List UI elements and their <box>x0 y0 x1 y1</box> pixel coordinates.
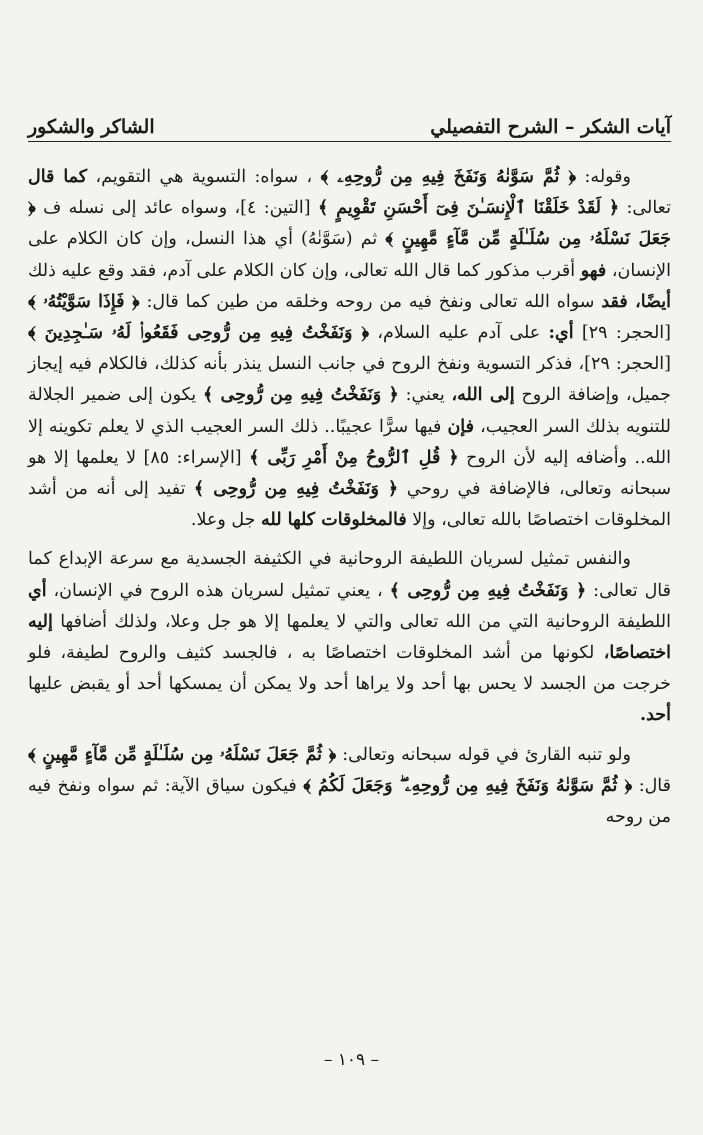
text-run: تفيد إلى أنه من أشد المخلوقات اختصاصًا بالله تعالى، وإلا <box>28 479 671 531</box>
text-run: جل وعلا. <box>190 510 262 531</box>
text-run: [الحجر: ٢٩] <box>573 323 671 344</box>
running-header <box>28 110 671 138</box>
text-run: تعالى: <box>619 198 671 219</box>
text-run: ، يعني تمثيل لسريان هذه الروح في الإنسان، <box>46 580 390 601</box>
bold-text: أي: <box>548 323 574 344</box>
bold-text: أي <box>28 580 47 601</box>
quran-verse: ﴿ وَنَفَخْتُ فِيهِ مِن رُّوحِى ﴾ <box>202 385 399 406</box>
text-run: [الإسراء: ٨٥] لا يعلمها إلا هو سبحانه وتعالى، فالإضافة في روحي <box>28 447 671 500</box>
quran-verse: ﴿ ثُمَّ سَوَّنٰهُ وَنَفَخَ فِيهِ مِن رُّوحِهِۦ ﴾ <box>320 167 577 187</box>
bold-text: فالمخلوقات كلها لله <box>261 510 407 531</box>
text-run: سواه الله تعالى ونفخ فيه من روحه وخلقه من طين كما قال: <box>139 291 602 312</box>
quran-verse: ﴿ ثُمَّ سَوَّنٰهُ وَنَفَخَ فِيهِ مِن رُّوحِهِۦ ۖ وَجَعَلَ لَكُمُ ﴾ <box>303 775 633 796</box>
quran-verse: ﴿ وَنَفَخْتُ فِيهِ مِن رُّوحِى ﴾ <box>193 479 399 500</box>
paragraph-2 <box>28 544 671 731</box>
bold-text: إلى الله، <box>451 385 515 406</box>
quran-verse: ﴿ فَإِذَا سَوَّيْتُهُۥ ﴾ <box>28 291 140 312</box>
text-run: فيكون سياق الآية: ثم سواه ونفخ فيه من روحه <box>28 775 671 828</box>
quran-verse: ﴿ وَنَفَخْتُ فِيهِ مِن رُّوحِى ﴾ <box>389 580 587 601</box>
header-divider <box>28 141 671 142</box>
text-run: فيها سرًّا عجيبًا.. ذلك السر العجيب الذي لا يعلم تكوينه إلا الله.. وأضافه إليه لأن الروح <box>28 416 672 468</box>
text-run: والنفس تمثيل لسريان اللطيفة الروحانية في الكثيفة الجسدية مع سرعة الإبداع كما قال تعالى: <box>28 549 671 601</box>
bold-text: أحد. <box>640 705 671 726</box>
bold-text: كما قال <box>28 167 88 187</box>
text-run: أقرب مذكور كما قال الله تعالى، وإن كان الكلام على آدم، فقد وقع عليه ذلك <box>28 260 581 281</box>
text-run: وقوله: <box>576 167 632 187</box>
text-run: ولو تنبه القارئ في قوله سبحانه وتعالى: <box>336 744 631 765</box>
quran-verse: ﴿ قُلِ ٱلرُّوحُ مِنْ أَمْرِ رَبِّى ﴾ <box>249 447 459 468</box>
text-run: قال: <box>632 775 671 796</box>
text-run: ، سواه: التسوية هي التقويم، <box>87 167 321 187</box>
body-text <box>28 162 671 833</box>
text-run: على آدم عليه السلام، <box>369 323 549 344</box>
text-run: يعني: <box>398 385 452 406</box>
quran-verse: ﴿ ثُمَّ جَعَلَ نَسْلَهُۥ مِن سُلَـٰلَةٍ مِّن مَّآءٍ مَّهِينٍ ﴾ <box>28 744 337 765</box>
quran-verse: ﴿ وَنَفَخْتُ فِيهِ مِن رُّوحِى فَقَعُوا۟ لَهُۥ سَـٰجِدِينَ ﴾ <box>28 323 370 344</box>
quran-verse: ﴿ جَعَلَ نَسْلَهُۥ مِن سُلَـٰلَةٍ مِّن مَّآءٍ مَّهِينٍ ﴾ <box>28 198 672 250</box>
text-run: اللطيفة الروحانية التي من الله تعالى والتي لا يعلمها إلا هو جل وعلا، ولذلك أضافها <box>52 611 671 632</box>
header-chapter-title: الشاكر والشكور <box>28 116 155 138</box>
bold-text: أيضًا، فقد <box>601 291 671 312</box>
text-run: [التين: ٤]، وسواه عائد إلى نسله ف <box>35 198 318 219</box>
text-run: ثم (سَوَّنٰهُ) أي هذا النسل، وإن كان الكلام على الإنسان، <box>28 229 671 281</box>
header-book-title: آيات الشكر – الشرح التفصيلي <box>430 116 671 138</box>
text-run: يكون إلى ضمير الجلالة للتنويه بذلك السر العجيب، <box>28 385 671 437</box>
bold-text: فإن <box>447 416 475 437</box>
text-run: لكونها من أشد المخلوقات اختصاصًا به ، فالجسد كثيف والروح لطيفة، فلو خرجت من الجسد لا يحس بها أحد ولا يراها أحد ولا يمكن أن يمسكها أحد أو يقبض عليها <box>28 643 671 695</box>
text-run: [الحجر: ٢٩]، فذكر التسوية ونفخ الروح في جانب النسل ينذر بأنه كذلك، فالكلام فيه إيجاز جميل، وإضافة الروح <box>28 354 672 406</box>
quran-verse: ﴿ لَقَدْ خَلَقْنَا ٱلْإِنسَـٰنَ فِىٓ أَحْسَنِ تَقْوِيمٍ ﴾ <box>317 198 620 219</box>
paragraph-3 <box>28 740 671 834</box>
bold-text: إليه اختصاصًا، <box>28 611 671 664</box>
paragraph-1 <box>28 162 671 536</box>
bold-text: فهو <box>580 260 607 281</box>
page-number: – ١٠٩ – <box>323 1050 380 1070</box>
